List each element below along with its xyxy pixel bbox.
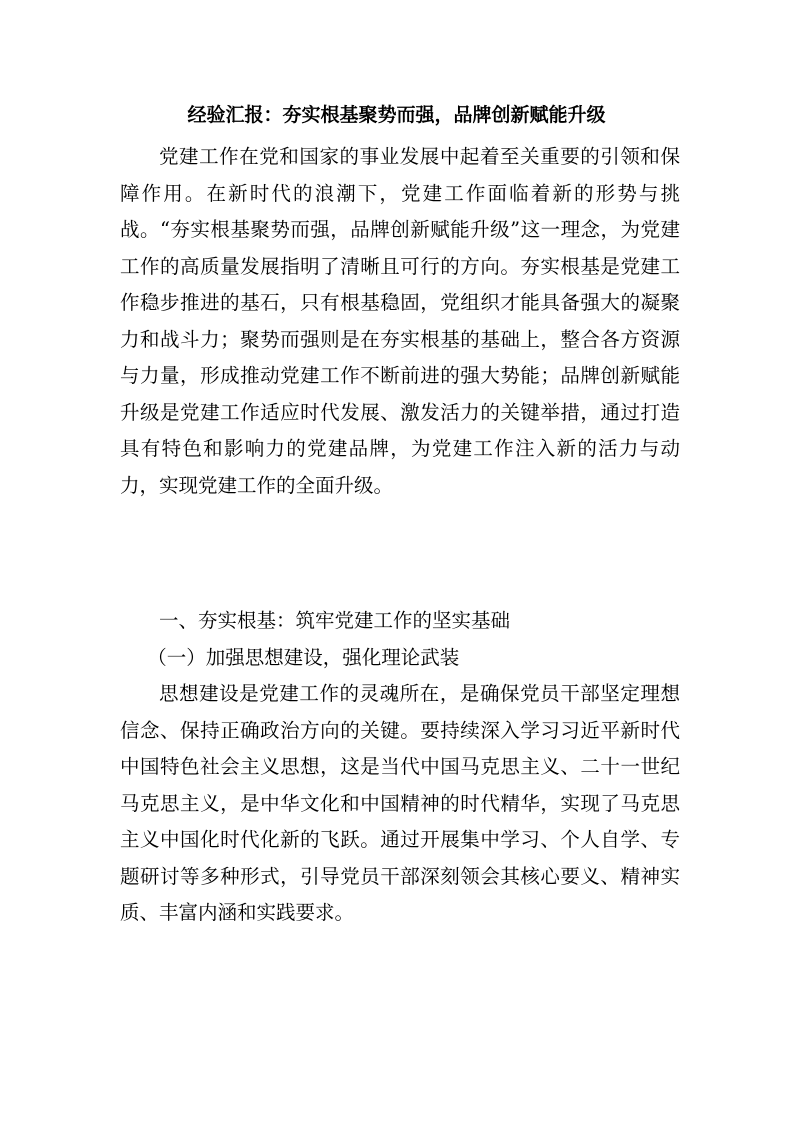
section-heading: 一、夯实根基：筑牢党建工作的坚实基础	[159, 609, 511, 632]
intro-paragraph: 党建工作在党和国家的事业发展中起着至关重要的引领和保障作用。在新时代的浪潮下，党建工作面临着新的形势与挑战。“夯实根基聚势而强，品牌创新赋能升级”这一理念，为党建工作的高质量发展指明了清晰且可行的方向。夯实根基是党建工作稳步推进的基石，只有根基稳固，党组织才能具备强大的凝聚力和战斗力；聚势而强则是在夯实根基的基础上，整合各方资源与力量，形成推动党建工作不断前进的强大势能；品牌创新赋能升级是党建工作适应时代发展、激发活力的关键举措，通过打造具有特色和影响力的党建品牌，为党建工作注入新的活力与动力，实现党建工作的全面升级。	[120, 145, 680, 497]
section-1	[120, 603, 680, 932]
subsection-paragraph: 思想建设是党建工作的灵魂所在，是确保党员干部坚定理想信念、保持正确政治方向的关键。要持续深入学习习近平新时代中国特色社会主义思想，这是当代中国马克思主义、二十一世纪马克思主义，是中华文化和中国精神的时代精华，实现了马克思主义中国化时代化新的飞跃。通过开展集中学习、个人自学、专题研讨等多种形式，引导党员干部深刻领会其核心要义、精神实质、丰富内涵和实践要求。	[120, 682, 680, 924]
document-title: 经验汇报：夯实根基聚势而强，品牌创新赋能升级	[187, 104, 606, 126]
subsection-heading: （一）加强思想建设，强化理论武装	[147, 645, 460, 669]
intro-section	[120, 139, 680, 504]
